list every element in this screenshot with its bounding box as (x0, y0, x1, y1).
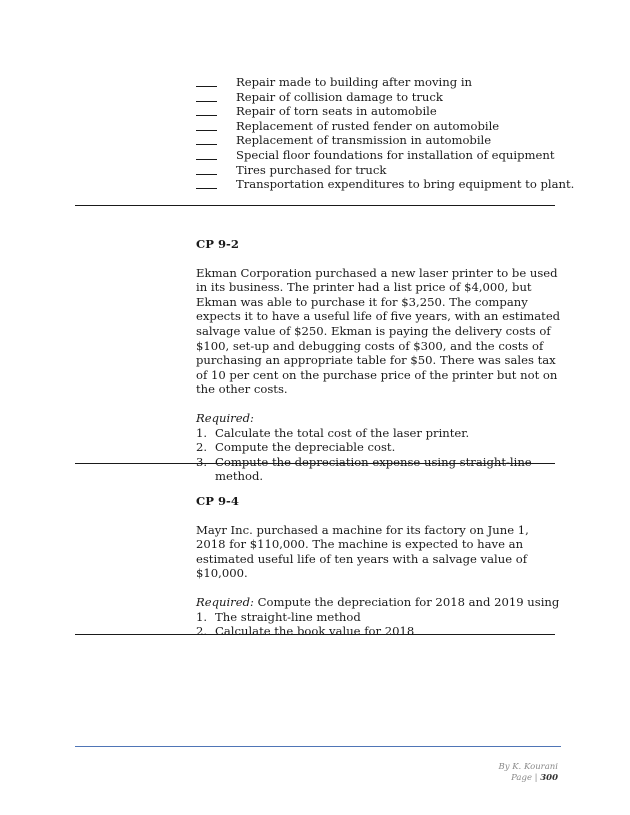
checklist-item (196, 133, 561, 148)
footer-divider (75, 746, 561, 747)
problem-heading: CP 9-2 (196, 237, 239, 251)
answer-blank[interactable] (196, 148, 217, 160)
problem-cp-9-4 (196, 494, 561, 639)
footer-page (511, 773, 558, 784)
checklist-item (196, 104, 561, 119)
list-number: 2. (196, 440, 208, 455)
list-item-text: Compute the depreciable cost. (215, 440, 396, 455)
checklist-item (196, 90, 561, 105)
list-item (196, 610, 561, 625)
checklist-item (196, 163, 561, 178)
list-number: 1. (196, 609, 208, 624)
checklist-item (196, 148, 561, 163)
list-item (196, 440, 561, 455)
problem-heading: CP 9-4 (196, 494, 239, 508)
answer-blank[interactable] (196, 90, 217, 102)
required-list (196, 426, 561, 484)
section-divider (75, 463, 555, 464)
problem-text: Ekman Corporation purchased a new laser printer to be used in its business. The printer had a list price of $4,000, but Ekman was able to purchase it for $3,250. The company expects it to have a useful life of five years, with an estimated salvage value of $250. Ekman is paying the delivery costs of $100, set-up and debugging costs of $300, and the costs of purchasing an appropriate table for $50. There was sales tax of 10 per cent on the purchase price of the printer but not on the other costs. (196, 265, 561, 397)
checklist-item-text: Repair of torn seats in automobile (236, 104, 437, 119)
required-label: Required: (196, 410, 254, 425)
checklist-item-text: Transportation expenditures to bring equipment to plant. (236, 177, 575, 192)
checklist-item-text: Special floor foundations for installation of equipment (236, 147, 555, 162)
list-item-text: Calculate the total cost of the laser printer. (215, 425, 470, 440)
problem-text: Mayr Inc. purchased a machine for its factory on June 1, 2018 for $110,000. The machine is expected to have an estimated useful life of ten years with a salvage value of $10,000. (196, 522, 529, 581)
answer-blank[interactable] (196, 133, 217, 145)
checklist-item-text: Repair of collision damage to truck (236, 89, 443, 104)
answer-blank[interactable] (196, 75, 217, 87)
required-line (196, 595, 561, 610)
answer-blank[interactable] (196, 104, 217, 116)
list-item-text: The straight-line method (215, 609, 361, 624)
footer-author: By K. Kourani (498, 762, 558, 772)
checklist-item (196, 177, 575, 192)
list-number: 3. (196, 454, 208, 469)
section-divider (75, 634, 555, 635)
checklist-item (196, 75, 561, 90)
list-item-text: Compute the depreciation expense using straight-line method. (215, 454, 532, 484)
answer-blank[interactable] (196, 177, 217, 189)
required-text: Compute the depreciation for 2018 and 2019 using (253, 594, 560, 609)
expenditure-checklist (196, 75, 575, 192)
page-number: 300 (540, 773, 558, 783)
checklist-item-text: Tires purchased for truck (236, 162, 387, 177)
page-label: Page | (511, 773, 541, 783)
checklist-item-text: Repair made to building after moving in (236, 75, 472, 89)
checklist-item (196, 119, 561, 134)
checklist-item-text: Replacement of transmission in automobile (236, 133, 492, 148)
list-number: 2. (196, 624, 208, 639)
list-item (196, 624, 561, 639)
list-number: 1. (196, 425, 208, 440)
answer-blank[interactable] (196, 163, 217, 175)
list-item-text: Calculate the book value for 2018 (215, 624, 415, 639)
problem-cp-9-2 (196, 237, 561, 484)
checklist-item-text: Replacement of rusted fender on automobile (236, 118, 500, 133)
answer-blank[interactable] (196, 119, 217, 131)
required-label: Required: (196, 594, 254, 609)
section-divider (75, 205, 555, 206)
list-item (196, 455, 561, 484)
list-item (196, 426, 561, 441)
